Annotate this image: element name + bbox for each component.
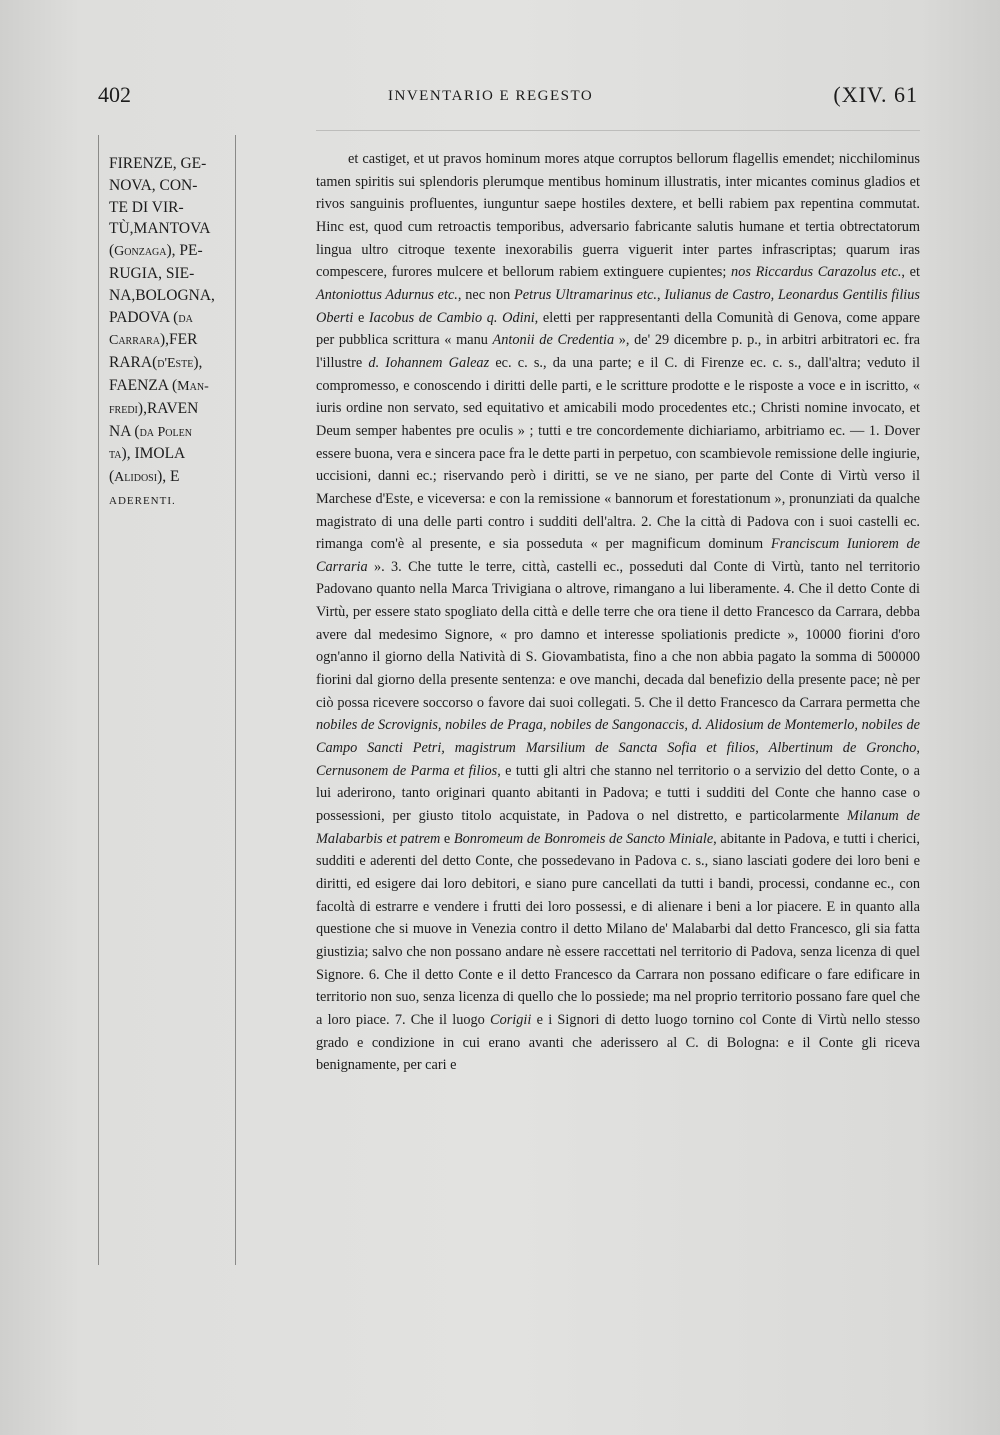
page-header bbox=[98, 80, 918, 120]
margin-family-name: da Polen bbox=[139, 424, 192, 440]
margin-line: TÙ,MANTOVA bbox=[109, 220, 211, 238]
margin-line: ),RAVEN bbox=[137, 399, 199, 417]
running-title: INVENTARIO E REGESTO bbox=[388, 88, 594, 104]
header-rule bbox=[316, 130, 920, 131]
margin-line: ( bbox=[109, 468, 115, 486]
margin-family-name: Gonzaga bbox=[114, 244, 167, 260]
margin-family-name: ta bbox=[109, 447, 122, 463]
margin-column bbox=[98, 135, 237, 1265]
column-divider bbox=[235, 135, 236, 1265]
margin-family-name: Man- bbox=[177, 378, 209, 394]
margin-line: FIRENZE, GE- bbox=[109, 155, 207, 172]
section-number: (XIV. 61 bbox=[833, 82, 918, 107]
margin-line: NA,BOLOGNA, bbox=[109, 286, 215, 304]
margin-line: PADOVA ( bbox=[109, 308, 179, 326]
margin-line: NA ( bbox=[109, 422, 140, 440]
margin-line: ), IMOLA bbox=[121, 445, 186, 463]
margin-family-name: Alidosi bbox=[114, 470, 158, 486]
body-text bbox=[316, 148, 920, 1077]
margin-line: ), E bbox=[157, 468, 180, 486]
margin-line: ), PE- bbox=[166, 242, 203, 260]
margin-family-name: d'Este bbox=[157, 356, 194, 372]
margin-line: ADERENTI. bbox=[109, 494, 176, 507]
margin-line: RUGIA, SIE- bbox=[109, 264, 195, 282]
margin-line: FAENZA ( bbox=[109, 376, 178, 394]
margin-line: TE DI VIR- bbox=[109, 198, 184, 216]
margin-family-name: fredi bbox=[109, 401, 138, 417]
margin-line: ), bbox=[193, 354, 203, 372]
margin-note: FIRENZE, GE- NOVA, CON- TE DI VIR- TÙ,MANTOVA (Gonzaga), PE- RUGIA, SIE- NA,BOLOGNA, PADOVA (da Carrara),FER RARA(d'Este), FAENZA (Man- fredi),RAVEN NA (da Polen ta), IMOLA (Alidosi), E ADERENTI. bbox=[109, 155, 215, 507]
paragraph: et castiget, et ut pravos hominum mores atque corruptos bellorum flagellis emendet; nicchilominus tamen spiritis sui splendoris plerumque mentibus hominum illustratis, inter micantes cominus gladios et rivos sanguinis profluentes, iunguntur saepe hostiles dextere, et belli rabiem pax repentina commutat. Hinc est, quod cum retroactis temporibus, adversario fabricante salutis humane et tertia obtrectatorum lingua ultro citroque texente inexorabilis guerra viguerit inter partes infrascriptas; quarum iras compescere, furores mulcere et bellorum rabiem extinguere cupientes; nos Riccardus Carazolus etc., et Antoniottus Adurnus etc., nec non Petrus Ultramarinus etc., Iulianus de Castro, Leonardus Gentilis filius Oberti e Iacobus de Cambio q. Odini, eletti per rappresentanti della Comunità di Genova, come appare per pubblica scrittura « manu Antonii de Credentia », de' 29 dicembre p. p., in arbitri arbitratori ec. fra l'illustre d. Iohannem Galeaz ec. c. s., da una parte; e il C. di Firenze ec. c. s., dall'altra; veduto il compromesso, e conoscendo i diritti delle parti, e le scritture prodotte e le risposte a voce e in iscritto, « iuris ordine non servato, sed equitativo et amicabili modo procedentes etc.; Christi nomine invocato, et Deum semper habentes pre oculis » ; tutti e tre concordemente dichiariamo, arbitriamo ec. — 1. Dover essere buona, vera e sincera pace fra le dette parti in perpetuo, con scambievole remissione delle ingiurie, uccisioni, danni ec.; riservando però i diritti, se ve ne siano, per parte del Conte di Virtù verso il Marchese d'Este, e viceversa: e con la remissione « bannorum et forestationum », pronunziati da qualche magistrato di una delle parti contro i sudditi dell'altra. 2. Che la città di Padova con i suoi castelli ec. rimanga com'è al presente, e sia posseduta « per magnificum dominum Franciscum Iuniorem de Carraria ». 3. Che tutte le terre, città, castelli ec., posseduti dal Conte di Virtù, tanto nel territorio Padovano quanto nella Marca Trivigiana o altrove, rimangano a lui liberamente. 4. Che il detto Conte di Virtù, per essere stato spogliato della città e delle terre che ora tiene il detto Francesco da Carrara, debba avere dal medesimo Signore, « pro damno et interesse spoliationis predicte », 10000 fiorini d'oro ogn'anno il giorno della Natività di S. Giovambatista, fino a che non abbia pagato la somma di 500000 fiorini dal giorno della presente sentenza: e ove manchi, decada dal benefizio della presente pace; nè per ciò possa ricevere soccorso o favore dai suoi collegati. 5. Che il detto Francesco da Carrara permetta che nobiles de Scrovignis, nobiles de Praga, nobiles de Sangonaccis, d. Alidosium de Montemerlo, nobiles de Campo Sancti Petri, magistrum Marsilium de Sancta Sofia et filios, Albertinum de Groncho, Cernusonem de Parma et filios, e tutti gli altri che stanno nel territorio o a servizio del detto Conte, o a lui aderirono, tanto originari quanto abitanti in Padova; e tutti i sudditi del Conte che hanno case o possessioni, per giusto titolo acquistate, in Padova o nel distretto, e particolarmente Milanum de Malabarbis et patrem e Bonromeum de Bonromeis de Sancto Miniale, abitante in Padova, e tutti i cherici, sudditi e aderenti del detto Conte, che possedevano in Padova c. s., siano lasciati godere dei loro beni e diritti, ed esigere dai loro debitori, e siano pure cancellati da tutti i bandi, processi, condanne ec., con facoltà di estrarre e vendere i frutti dei loro possessi, e di alienare i beni a lor piacere. E in quanto alla questione che si muove in Venezia contro il detto Milano de' Malabarbi dal detto Francesco, gli sia fatta giustizia; salvo che non possano andare nè essere raccettati nel territorio di Padova, senza licenza di quel Signore. 6. Che il detto Conte e il detto Francesco da Carrara non possano edificare o fare edificare in territorio non suo, senza licenza di quello che lo possiede; ma nel proprio territorio possano fare quel che a loro piace. 7. Che il luogo Corigii e i Signori di detto luogo tornino col Conte di Virtù nello stesso grado e condizione in cui erano avanti che aderissero al C. di Bologna: e il Conte gli riceva benignamente, per cari e bbox=[316, 151, 921, 1074]
margin-family-name: da bbox=[178, 310, 193, 326]
margin-line: RARA( bbox=[109, 354, 158, 372]
margin-line: ),FER bbox=[160, 331, 198, 349]
page-number: 402 bbox=[98, 82, 131, 107]
margin-line: NOVA, CON- bbox=[109, 176, 198, 194]
margin-family-name: Carrara bbox=[109, 333, 161, 349]
